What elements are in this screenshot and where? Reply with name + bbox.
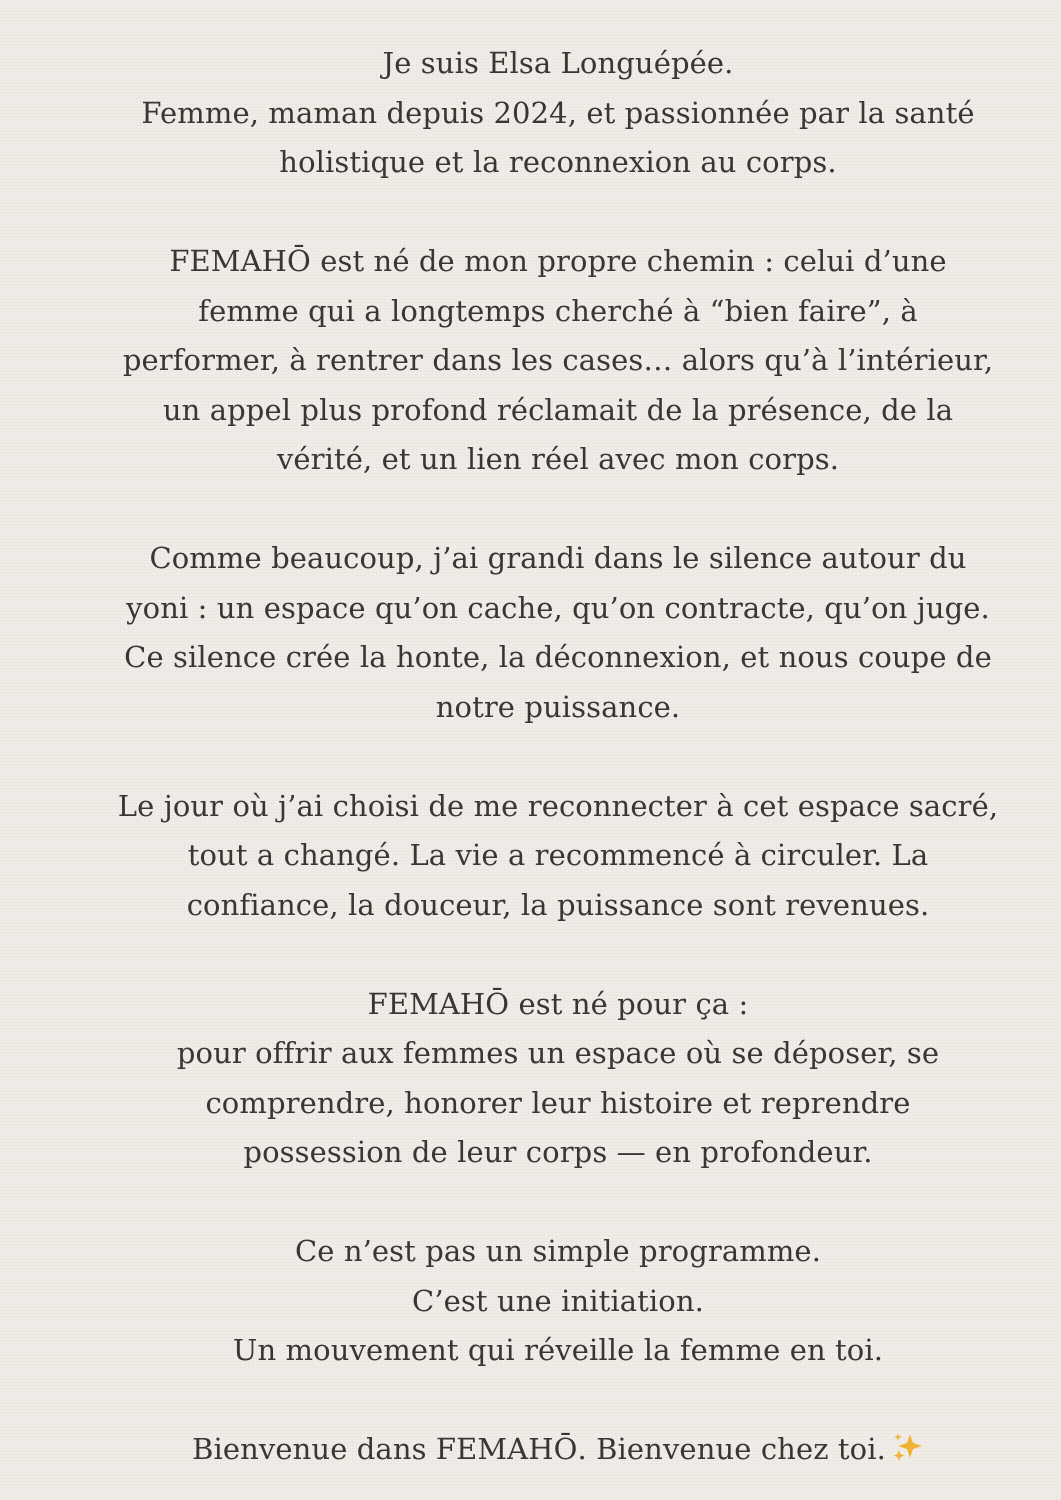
paragraph-initiation (88, 1227, 1028, 1376)
text-line: pour offrir aux femmes un espace où se déposer, se (176, 1036, 940, 1070)
text-line: Ce n’est pas un simple programme. (294, 1234, 822, 1268)
text-line: Ce silence crée la honte, la déconnexion, et nous coupe de (124, 640, 992, 674)
text-line: yoni : un espace qu’on cache, qu’on contracte, qu’on juge. (126, 590, 990, 625)
text-line: C’est une initiation. (412, 1283, 704, 1318)
text-line: performer, à rentrer dans les cases… alors qu’à l’intérieur, (122, 343, 994, 377)
paragraph-introduction (88, 39, 1028, 188)
text-line: tout a changé. La vie a recommencé à circuler. La (187, 838, 929, 872)
text-line: vérité, et un lien réel avec mon corps. (276, 442, 840, 476)
text-line: notre puissance. (435, 689, 681, 724)
text-line: Comme beaucoup, j’ai grandi dans le silence autour du (149, 541, 967, 575)
paragraph-closing (88, 1425, 1028, 1475)
closing-line (88, 1425, 1028, 1475)
paragraph-reconnection (88, 782, 1028, 931)
letter-body (88, 39, 1028, 1475)
paragraph-origin (88, 237, 1028, 485)
text-line: holistique et la reconnexion au corps. (279, 145, 837, 179)
text-line: confiance, la douceur, la puissance sont revenues. (186, 887, 930, 922)
text-line: possession de leur corps — en profondeur. (243, 1135, 873, 1169)
text-line: comprendre, honorer leur histoire et reprendre (205, 1085, 911, 1120)
sparkles-icon (892, 1431, 924, 1463)
closing-text: Bienvenue dans FEMAHŌ. Bienvenue chez toi. (192, 1432, 886, 1466)
text-line: femme qui a longtemps cherché à “bien faire”, à (198, 293, 918, 328)
text-line: Le jour où j’ai choisi de me reconnecter à cet espace sacré, (117, 788, 999, 823)
text-line: Je suis Elsa Longuépée. (382, 46, 734, 80)
paragraph-mission (88, 980, 1028, 1178)
text-line: Femme, maman depuis 2024, et passionnée par la santé (141, 95, 975, 130)
text-line: FEMAHŌ est né de mon propre chemin : celui d’une (169, 244, 947, 278)
paragraph-silence (88, 534, 1028, 732)
text-line: Un mouvement qui réveille la femme en toi. (232, 1333, 884, 1367)
text-line: FEMAHŌ est né pour ça : (367, 986, 749, 1021)
text-line: un appel plus profond réclamait de la présence, de la (162, 392, 954, 427)
